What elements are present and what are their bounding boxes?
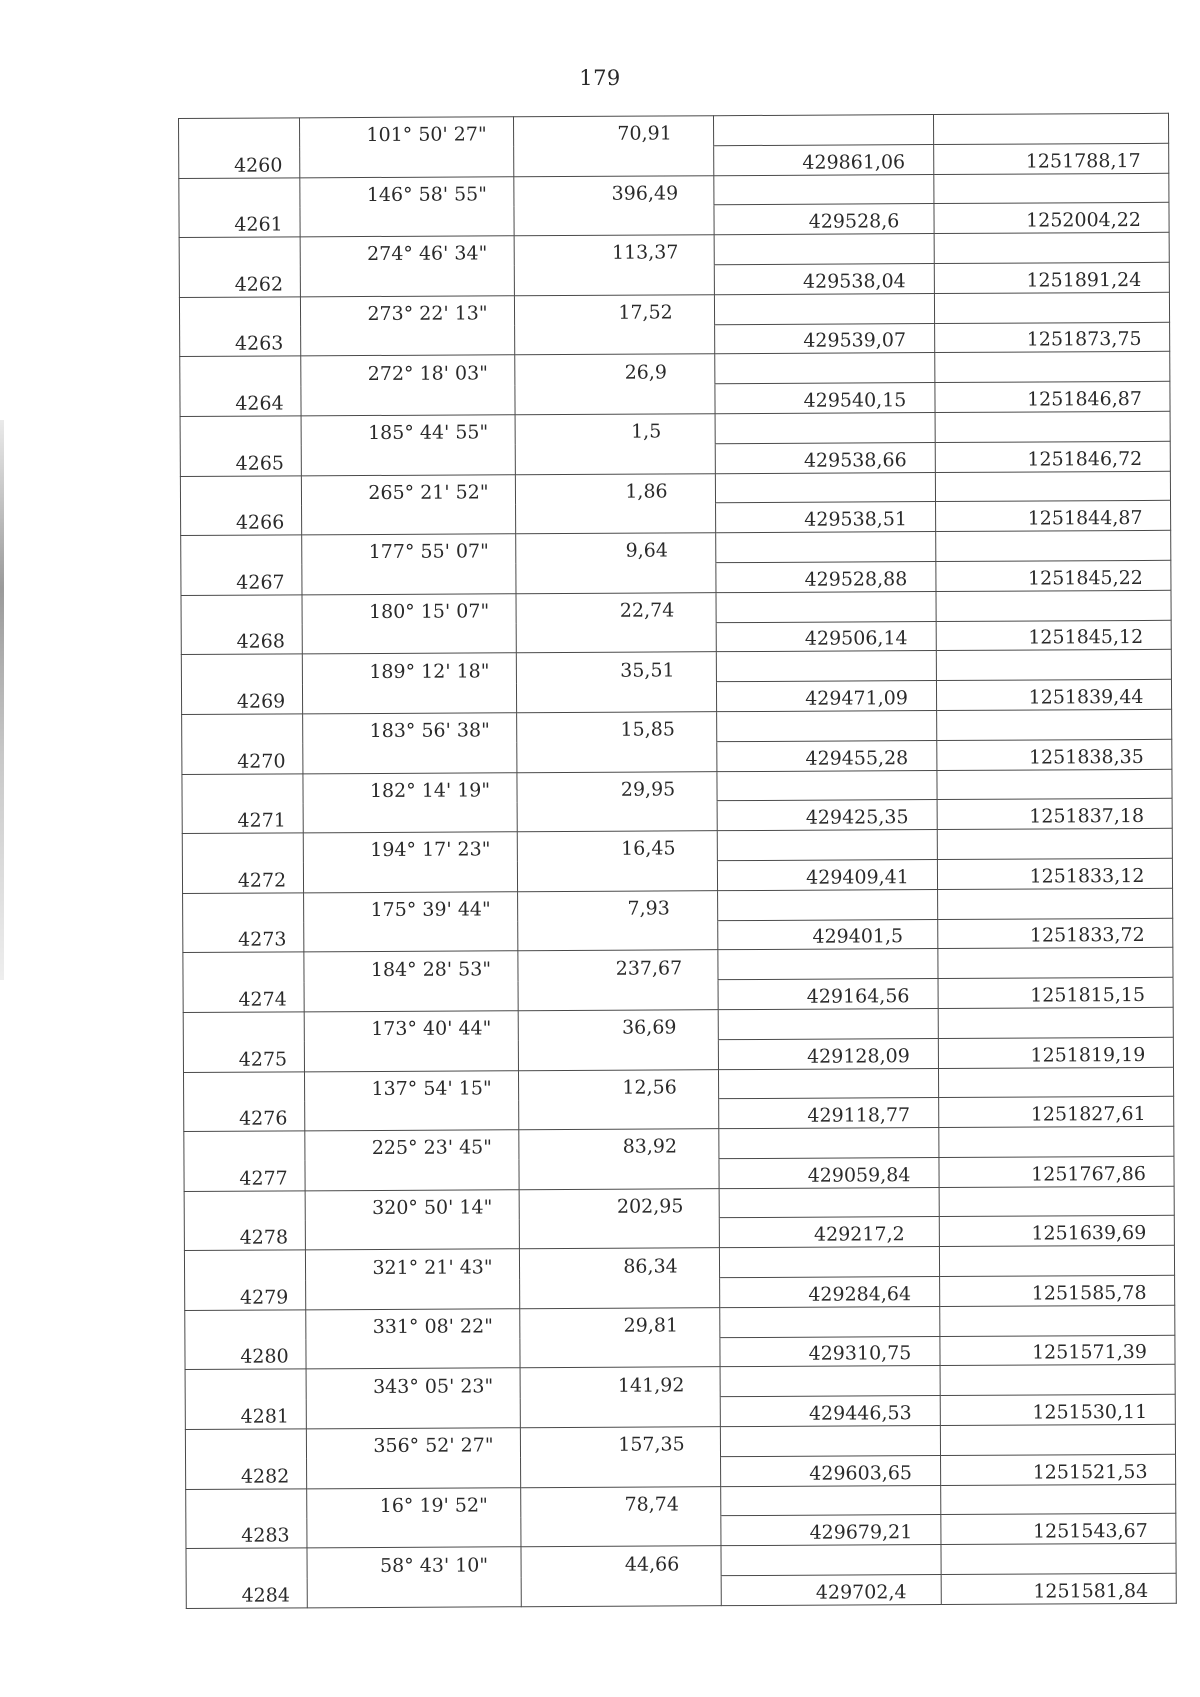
- point-number-cell: 4274: [183, 982, 304, 1012]
- x-coordinate-cell: 429455,28: [717, 740, 937, 771]
- distance-cell: 1,86: [515, 473, 715, 504]
- scan-edge-shadow: [0, 420, 4, 980]
- y-coordinate-cell: [935, 471, 1170, 502]
- point-number-cell: 4282: [186, 1459, 307, 1489]
- distance-cell: 44,66: [521, 1546, 721, 1577]
- distance-cell: 17,52: [514, 294, 714, 325]
- point-number-cell: [186, 1489, 307, 1519]
- direction-angle-cell: 343° 05' 23": [306, 1368, 520, 1399]
- y-coordinate-cell: [934, 292, 1169, 323]
- direction-angle-cell: 175° 39' 44": [304, 891, 518, 922]
- direction-angle-cell: [301, 325, 515, 356]
- x-coordinate-cell: [716, 532, 936, 563]
- point-number-cell: [182, 714, 303, 744]
- direction-angle-cell: [302, 623, 516, 654]
- point-number-cell: 4277: [184, 1161, 305, 1191]
- distance-cell: 78,74: [521, 1486, 721, 1517]
- distance-cell: [520, 1337, 720, 1368]
- point-number-cell: [185, 1369, 306, 1399]
- y-coordinate-cell: [936, 530, 1171, 561]
- point-number-cell: 4275: [183, 1042, 304, 1072]
- distance-cell: [521, 1516, 721, 1547]
- y-coordinate-cell: [937, 828, 1172, 859]
- y-coordinate-cell: 1251838,35: [937, 739, 1172, 770]
- x-coordinate-cell: [718, 949, 938, 980]
- direction-angle-cell: 321° 21' 43": [305, 1249, 519, 1280]
- y-coordinate-cell: 1251521,53: [941, 1454, 1176, 1485]
- point-number-cell: [182, 833, 303, 863]
- direction-angle-cell: [302, 504, 516, 535]
- y-coordinate-cell: 1251585,78: [940, 1275, 1175, 1306]
- y-coordinate-cell: 1251767,86: [939, 1156, 1174, 1187]
- y-coordinate-cell: 1251846,87: [935, 381, 1170, 412]
- x-coordinate-cell: [715, 353, 935, 384]
- x-coordinate-cell: [719, 1247, 939, 1278]
- point-number-cell: [179, 297, 300, 327]
- distance-cell: 16,45: [517, 831, 717, 862]
- direction-angle-cell: [307, 1577, 521, 1608]
- x-coordinate-cell: [715, 413, 935, 444]
- y-coordinate-cell: 1251819,19: [938, 1037, 1173, 1068]
- x-coordinate-cell: 429538,51: [716, 502, 936, 533]
- y-coordinate-cell: [940, 1365, 1175, 1396]
- x-coordinate-cell: [716, 591, 936, 622]
- direction-angle-cell: 331° 08' 22": [306, 1309, 520, 1340]
- y-coordinate-cell: [934, 232, 1169, 263]
- x-coordinate-cell: 429506,14: [716, 621, 936, 652]
- distance-cell: [518, 1039, 718, 1070]
- x-coordinate-cell: [721, 1485, 941, 1516]
- point-number-cell: 4260: [179, 148, 300, 178]
- distance-cell: 202,95: [519, 1188, 719, 1219]
- point-number-cell: [184, 1250, 305, 1280]
- y-coordinate-cell: [934, 173, 1169, 204]
- table-row-point: [186, 1573, 1176, 1608]
- y-coordinate-cell: [935, 411, 1170, 442]
- x-coordinate-cell: 429118,77: [719, 1098, 939, 1129]
- point-number-cell: 4265: [180, 446, 301, 476]
- x-coordinate-cell: 429059,84: [719, 1157, 939, 1188]
- x-coordinate-cell: 429310,75: [720, 1336, 940, 1367]
- y-coordinate-cell: 1251815,15: [938, 977, 1173, 1008]
- distance-cell: 113,37: [514, 235, 714, 266]
- point-number-cell: [186, 1548, 307, 1578]
- x-coordinate-cell: [716, 651, 936, 682]
- x-coordinate-cell: [718, 1008, 938, 1039]
- y-coordinate-cell: [936, 590, 1171, 621]
- x-coordinate-cell: [719, 1128, 939, 1159]
- x-coordinate-cell: 429164,56: [718, 979, 938, 1010]
- distance-cell: 157,35: [520, 1427, 720, 1458]
- y-coordinate-cell: [938, 1067, 1173, 1098]
- point-number-cell: 4283: [186, 1518, 307, 1548]
- distance-cell: [518, 920, 718, 951]
- distance-cell: [516, 622, 716, 653]
- direction-angle-cell: [300, 206, 514, 237]
- direction-angle-cell: 146° 58' 55": [300, 176, 514, 207]
- point-number-cell: 4272: [182, 863, 303, 893]
- point-number-cell: 4273: [183, 922, 304, 952]
- distance-cell: [517, 741, 717, 772]
- distance-cell: 29,81: [520, 1308, 720, 1339]
- y-coordinate-cell: [941, 1484, 1176, 1515]
- distance-cell: 70,91: [513, 116, 713, 147]
- distance-cell: [518, 980, 718, 1011]
- point-number-cell: 4264: [180, 386, 301, 416]
- x-coordinate-cell: 429471,09: [716, 681, 936, 712]
- x-coordinate-cell: [714, 234, 934, 265]
- distance-cell: 141,92: [520, 1367, 720, 1398]
- distance-cell: 35,51: [516, 652, 716, 683]
- distance-cell: [517, 801, 717, 832]
- y-coordinate-cell: [936, 650, 1171, 681]
- distance-cell: 12,56: [518, 1069, 718, 1100]
- y-coordinate-cell: 1251845,12: [936, 620, 1171, 651]
- direction-angle-cell: [301, 385, 515, 416]
- x-coordinate-cell: [715, 472, 935, 503]
- point-number-cell: 4270: [182, 744, 303, 774]
- x-coordinate-cell: 429425,35: [717, 800, 937, 831]
- point-number-cell: [180, 475, 301, 505]
- distance-cell: [519, 1218, 719, 1249]
- x-coordinate-cell: [714, 293, 934, 324]
- direction-angle-cell: [306, 1338, 520, 1369]
- y-coordinate-cell: 1251833,12: [937, 858, 1172, 889]
- x-coordinate-cell: 429409,41: [717, 859, 937, 890]
- direction-angle-cell: 183° 56' 38": [303, 713, 517, 744]
- direction-angle-cell: [307, 1458, 521, 1489]
- x-coordinate-cell: [717, 770, 937, 801]
- point-number-cell: [181, 654, 302, 684]
- distance-cell: [517, 861, 717, 892]
- direction-angle-cell: 274° 46' 34": [300, 236, 514, 267]
- direction-angle-cell: 180° 15' 07": [302, 593, 516, 624]
- y-coordinate-cell: 1251845,22: [936, 560, 1171, 591]
- x-coordinate-cell: 429679,21: [721, 1515, 941, 1546]
- y-coordinate-cell: 1251581,84: [941, 1573, 1176, 1604]
- direction-angle-cell: [304, 981, 518, 1012]
- x-coordinate-cell: [719, 1187, 939, 1218]
- point-number-cell: 4269: [181, 684, 302, 714]
- direction-angle-cell: [305, 1219, 519, 1250]
- distance-cell: [519, 1159, 719, 1190]
- distance-cell: 7,93: [518, 890, 718, 921]
- distance-cell: 86,34: [519, 1248, 719, 1279]
- point-number-cell: 4263: [180, 326, 301, 356]
- direction-angle-cell: 320° 50' 14": [305, 1189, 519, 1220]
- direction-angle-cell: [303, 802, 517, 833]
- x-coordinate-cell: [718, 889, 938, 920]
- distance-cell: [521, 1457, 721, 1488]
- distance-cell: [520, 1278, 720, 1309]
- distance-cell: 83,92: [519, 1129, 719, 1160]
- point-number-cell: [184, 1131, 305, 1161]
- y-coordinate-cell: 1251571,39: [940, 1335, 1175, 1366]
- point-number-cell: 4278: [184, 1220, 305, 1250]
- y-coordinate-cell: [939, 1186, 1174, 1217]
- distance-cell: [520, 1397, 720, 1428]
- y-coordinate-cell: 1251530,11: [940, 1395, 1175, 1426]
- point-number-cell: 4266: [181, 505, 302, 535]
- y-coordinate-cell: [938, 948, 1173, 979]
- x-coordinate-cell: 429539,07: [715, 323, 935, 354]
- direction-angle-cell: [303, 862, 517, 893]
- direction-angle-cell: [305, 1160, 519, 1191]
- x-coordinate-cell: 429528,88: [716, 561, 936, 592]
- y-coordinate-cell: [938, 888, 1173, 919]
- x-coordinate-cell: 429217,2: [719, 1217, 939, 1248]
- direction-angle-cell: 137° 54' 15": [304, 1070, 518, 1101]
- distance-cell: [514, 205, 714, 236]
- direction-angle-cell: 272° 18' 03": [301, 355, 515, 386]
- direction-angle-cell: [304, 1040, 518, 1071]
- point-number-cell: 4281: [185, 1399, 306, 1429]
- coordinates-table-sheet: [178, 113, 1176, 1609]
- distance-cell: 15,85: [517, 712, 717, 743]
- x-coordinate-cell: [714, 174, 934, 205]
- point-number-cell: 4261: [179, 207, 300, 237]
- y-coordinate-cell: [938, 1007, 1173, 1038]
- x-coordinate-cell: 429528,6: [714, 204, 934, 235]
- distance-cell: 36,69: [518, 1010, 718, 1041]
- point-number-cell: 4279: [185, 1280, 306, 1310]
- x-coordinate-cell: [717, 710, 937, 741]
- y-coordinate-cell: 1251891,24: [934, 262, 1169, 293]
- point-number-cell: [183, 952, 304, 982]
- direction-angle-cell: [302, 683, 516, 714]
- distance-cell: [514, 145, 714, 176]
- x-coordinate-cell: [721, 1545, 941, 1576]
- x-coordinate-cell: 429540,15: [715, 383, 935, 414]
- y-coordinate-cell: [935, 352, 1170, 383]
- x-coordinate-cell: 429538,04: [714, 264, 934, 295]
- y-coordinate-cell: 1251833,72: [938, 918, 1173, 949]
- x-coordinate-cell: 429128,09: [718, 1038, 938, 1069]
- y-coordinate-cell: [940, 1424, 1175, 1455]
- point-number-cell: [180, 416, 301, 446]
- point-number-cell: [185, 1429, 306, 1459]
- direction-angle-cell: [300, 266, 514, 297]
- point-number-cell: [179, 177, 300, 207]
- x-coordinate-cell: [718, 1068, 938, 1099]
- page-number: 179: [579, 66, 621, 90]
- distance-cell: 1,5: [515, 414, 715, 445]
- distance-cell: [519, 1099, 719, 1130]
- direction-angle-cell: [304, 921, 518, 952]
- distance-cell: 26,9: [515, 354, 715, 385]
- distance-cell: [516, 682, 716, 713]
- direction-angle-cell: 58° 43' 10": [307, 1547, 521, 1578]
- distance-cell: 396,49: [514, 175, 714, 206]
- x-coordinate-cell: 429861,06: [714, 144, 934, 175]
- direction-angle-cell: 184° 28' 53": [304, 951, 518, 982]
- direction-angle-cell: 194° 17' 23": [303, 832, 517, 863]
- direction-angle-cell: [301, 445, 515, 476]
- distance-cell: 29,95: [517, 771, 717, 802]
- direction-angle-cell: 101° 50' 27": [300, 117, 514, 148]
- point-number-cell: 4271: [182, 803, 303, 833]
- y-coordinate-cell: 1252004,22: [934, 203, 1169, 234]
- point-number-cell: 4280: [185, 1340, 306, 1370]
- x-coordinate-cell: 429401,5: [718, 919, 938, 950]
- coordinates-table-body: [179, 113, 1177, 1608]
- y-coordinate-cell: [940, 1305, 1175, 1336]
- point-number-cell: 4267: [181, 565, 302, 595]
- y-coordinate-cell: 1251543,67: [941, 1514, 1176, 1545]
- point-number-cell: [180, 356, 301, 386]
- distance-cell: [515, 324, 715, 355]
- direction-angle-cell: 182° 14' 19": [303, 772, 517, 803]
- x-coordinate-cell: 429702,4: [721, 1575, 941, 1606]
- point-number-cell: [183, 893, 304, 923]
- y-coordinate-cell: [933, 113, 1168, 144]
- point-number-cell: [181, 595, 302, 625]
- distance-cell: [521, 1576, 721, 1607]
- direction-angle-cell: [306, 1279, 520, 1310]
- x-coordinate-cell: [713, 115, 933, 146]
- direction-angle-cell: 173° 40' 44": [304, 1011, 518, 1042]
- y-coordinate-cell: [939, 1246, 1174, 1277]
- point-number-cell: [179, 118, 300, 148]
- point-number-cell: [182, 773, 303, 803]
- y-coordinate-cell: 1251788,17: [934, 143, 1169, 174]
- point-number-cell: [184, 1191, 305, 1221]
- coordinates-table: [178, 113, 1177, 1609]
- x-coordinate-cell: [720, 1306, 940, 1337]
- direction-angle-cell: [303, 742, 517, 773]
- y-coordinate-cell: [941, 1544, 1176, 1575]
- point-number-cell: [185, 1310, 306, 1340]
- direction-angle-cell: [307, 1517, 521, 1548]
- y-coordinate-cell: [937, 769, 1172, 800]
- x-coordinate-cell: 429284,64: [720, 1277, 940, 1308]
- y-coordinate-cell: 1251639,69: [939, 1216, 1174, 1247]
- direction-angle-cell: [306, 1398, 520, 1429]
- distance-cell: [515, 384, 715, 415]
- direction-angle-cell: 265° 21' 52": [301, 474, 515, 505]
- y-coordinate-cell: 1251846,72: [935, 441, 1170, 472]
- direction-angle-cell: 185° 44' 55": [301, 415, 515, 446]
- x-coordinate-cell: 429538,66: [715, 442, 935, 473]
- point-number-cell: 4262: [179, 267, 300, 297]
- distance-cell: [515, 443, 715, 474]
- y-coordinate-cell: [939, 1126, 1174, 1157]
- distance-cell: [516, 563, 716, 594]
- direction-angle-cell: 225° 23' 45": [305, 1130, 519, 1161]
- point-number-cell: 4276: [184, 1101, 305, 1131]
- y-coordinate-cell: [937, 709, 1172, 740]
- distance-cell: [516, 503, 716, 534]
- distance-cell: 9,64: [516, 533, 716, 564]
- point-number-cell: [179, 237, 300, 267]
- direction-angle-cell: 189° 12' 18": [302, 653, 516, 684]
- point-number-cell: 4268: [181, 624, 302, 654]
- y-coordinate-cell: 1251837,18: [937, 799, 1172, 830]
- y-coordinate-cell: 1251827,61: [939, 1097, 1174, 1128]
- point-number-cell: [181, 535, 302, 565]
- distance-cell: 22,74: [516, 592, 716, 623]
- x-coordinate-cell: [720, 1366, 940, 1397]
- direction-angle-cell: [305, 1100, 519, 1131]
- x-coordinate-cell: [720, 1426, 940, 1457]
- distance-cell: 237,67: [518, 950, 718, 981]
- point-number-cell: [183, 1012, 304, 1042]
- y-coordinate-cell: 1251873,75: [935, 322, 1170, 353]
- direction-angle-cell: 16° 19' 52": [307, 1487, 521, 1518]
- direction-angle-cell: 273° 22' 13": [300, 296, 514, 327]
- x-coordinate-cell: 429446,53: [720, 1396, 940, 1427]
- direction-angle-cell: [302, 564, 516, 595]
- x-coordinate-cell: 429603,65: [721, 1455, 941, 1486]
- direction-angle-cell: 356° 52' 27": [306, 1428, 520, 1459]
- x-coordinate-cell: [717, 830, 937, 861]
- point-number-cell: [183, 1071, 304, 1101]
- point-number-cell: 4284: [186, 1578, 307, 1608]
- y-coordinate-cell: 1251844,87: [936, 501, 1171, 532]
- y-coordinate-cell: 1251839,44: [936, 679, 1171, 710]
- direction-angle-cell: [300, 147, 514, 178]
- direction-angle-cell: 177° 55' 07": [302, 534, 516, 565]
- distance-cell: [514, 265, 714, 296]
